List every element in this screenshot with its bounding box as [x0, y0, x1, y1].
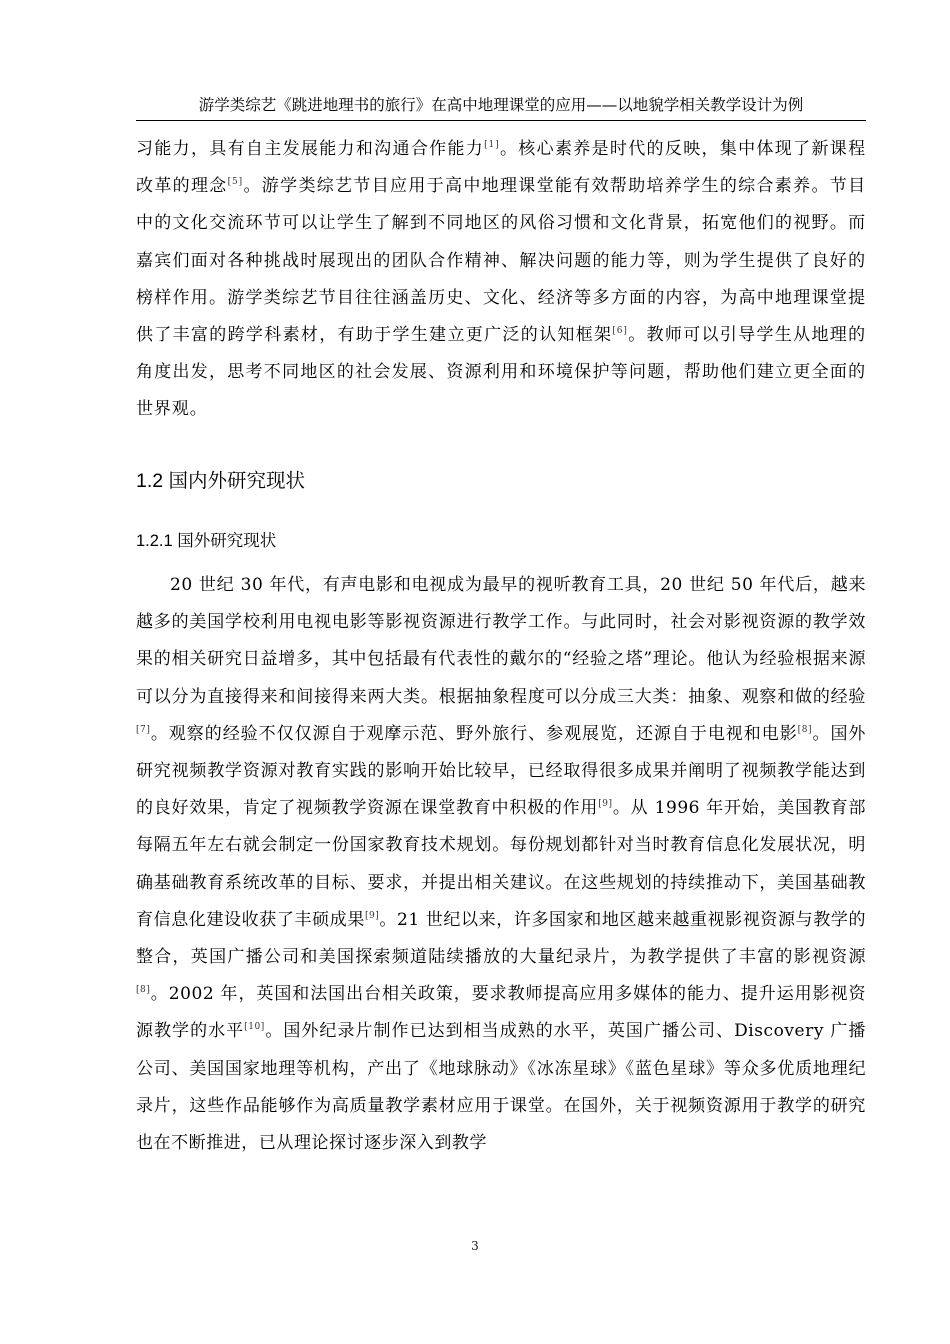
citation-marker: [10] [244, 1022, 265, 1033]
subsection-heading: 1.2.1 国外研究现状 [136, 532, 277, 550]
citation-marker: [8] [797, 724, 813, 735]
paragraph-text: 。2002 年，英国和法国出台相关政策，要求教师提高应用多媒体的能力、提升运用影视资源教学的水平 [136, 984, 866, 1042]
running-header: 游学类综艺《跳进地理书的旅行》在高中地理课堂的应用——以地貌学相关教学设计为例 [136, 94, 866, 121]
page-number: 3 [471, 1239, 479, 1253]
paragraph-text: 。核心素养是时代的反映，集中体现了新课程改革的理念 [136, 139, 866, 197]
citation-marker: [8] [136, 985, 151, 996]
citation-marker: [9] [364, 910, 380, 921]
paragraph-text: 20 世纪 30 年代，有声电影和电视成为最早的视听教育工具，20 世纪 50 年代后，越来越多的美国学校利用电视电影等影视资源进行教学工作。与此同时，社会对影视资源的教学效果的相关研究日益增多，其中包括最有代表性的戴尔的“经验之塔”理论。他认为经验根据来源可以分为直接得来和间接得来两大类。根据抽象程度可以分成三大类：抽象、观察和做的经验 [136, 575, 866, 707]
citation-marker: [7] [136, 724, 151, 735]
paragraph-text: 习能力，具有自主发展能力和沟通合作能力 [136, 139, 485, 159]
paragraph-foreign-research [136, 567, 866, 1162]
citation-marker: [1] [484, 140, 500, 150]
body-text-top [136, 131, 866, 429]
citation-marker: [9] [598, 799, 613, 810]
paragraph-text: 。观察的经验不仅仅源自于观摩示范、野外旅行、参观展览，还源自于电视和电影 [150, 723, 798, 744]
paragraph-text: 。从 1996 年开始，美国教育部每隔五年左右就会制定一份国家教育技术规划。每份规划都针对当时教育信息化发展状况，明确基础教育系统改革的目标、要求，并提出相关建议。在这些规划的持续推动下，美国基础教育信息化建设收获了丰硕成果 [136, 798, 866, 930]
paragraph-text: 。教师可以引导学生从地理的角度出发，思考不同地区的社会发展、资源利用和环境保护等问题，帮助他们建立更全面的世界观。 [136, 325, 866, 420]
paragraph-text: 。游学类综艺节目应用于高中地理课堂能有效帮助培养学生的综合素养。节目中的文化交流环节可以让学生了解到不同地区的风俗习惯和文化背景，拓宽他们的视野。而嘉宾们面对各种挑战时展现出的团队合作精神、解决问题的能力等，则为学生提供了良好的榜样作用。游学类综艺节目往往涵盖历史、文化、经济等多方面的内容，为高中地理课堂提供了丰富的跨学科素材，有助于学生建立更广泛的认知框架 [136, 176, 866, 346]
paragraph-text: 。国外纪录片制作已达到相当成熟的水平，英国广播公司、Discovery 广播公司、美国国家地理等机构，产出了《地球脉动》《冰冻星球》《蓝色星球》等众多优质地理纪录片，这些作品能够作为高质量教学素材应用于课堂。在国外，关于视频资源用于教学的研究也在不断推进，已从理论探讨逐步深入到教学 [136, 1021, 866, 1154]
paragraph-core-literacy [136, 131, 866, 429]
citation-marker: [6] [612, 326, 628, 337]
paragraph-text: 。国外研究视频教学资源对教育实践的影响开始比较早，已经取得很多成果并阐明了视频教学能达到的良好效果，肯定了视频教学资源在课堂教育中积极的作用 [136, 723, 866, 819]
section-heading: 1.2 国内外研究现状 [136, 470, 306, 492]
citation-marker: [5] [227, 177, 244, 188]
paragraph-text: 。21 世纪以来，许多国家和地区越来越重视影视资源与教学的整合，英国广播公司和美国探索频道陆续播放的大量纪录片，为教学提供了丰富的影视资源 [136, 909, 866, 968]
body-text-foreign-research [136, 567, 866, 1162]
